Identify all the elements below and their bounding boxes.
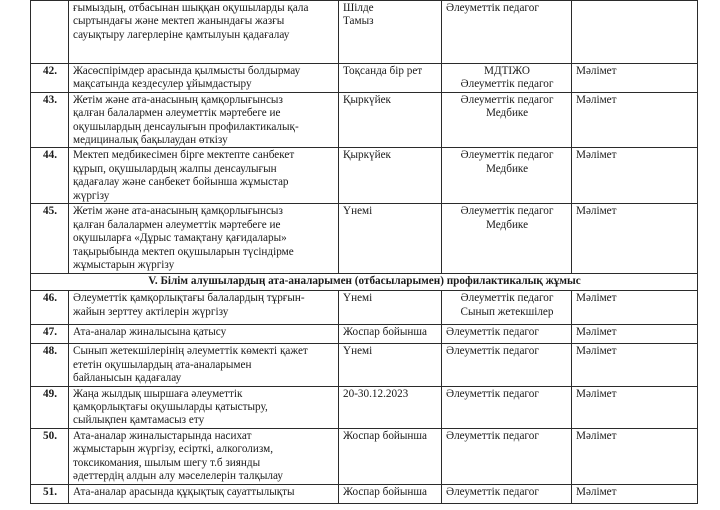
responsible-person	[442, 291, 572, 325]
event-description	[69, 92, 339, 148]
row-number: 43.	[31, 92, 69, 148]
event-description-line: қамқорлықтағы оқушыларды қатыстыру,	[73, 401, 268, 414]
event-description-line: Сынып жетекшілерінің әлеуметтік көмекті қажет	[73, 345, 308, 358]
responsible-person	[442, 1, 572, 64]
plan-table	[30, 0, 698, 504]
event-timing-line: Үнемі	[343, 345, 373, 358]
responsible-person-line: Әлеуметтік педагог	[460, 292, 554, 305]
table-row	[31, 428, 698, 484]
responsible-person-line: Сынып жетекшілер	[460, 305, 554, 318]
table-row	[31, 92, 698, 148]
event-description-line: Жетім және ата-анасының қамқорлығынсыз	[73, 205, 283, 218]
responsible-person	[442, 148, 572, 204]
report-status: Мәлімет	[572, 64, 698, 93]
event-description-line: қалған балалармен әлеуметтік мәртебеге ие	[73, 107, 281, 120]
event-timing	[339, 291, 442, 325]
row-number: 46.	[31, 291, 69, 325]
event-description-line: Жетім және ата-анасының қамқорлығынсыз	[73, 93, 283, 106]
table-row	[31, 386, 698, 428]
event-description-line: Мектеп медбикесімен бірге мектепте санбекет	[73, 149, 295, 162]
event-timing	[339, 204, 442, 274]
event-timing	[339, 344, 442, 386]
responsible-person-line: Әлеуметтік педагог	[446, 345, 539, 358]
table-row	[31, 344, 698, 386]
row-number: 45.	[31, 204, 69, 274]
event-description-line: құрып, оқушылардың жалпы денсаулығын	[73, 162, 277, 175]
event-description	[69, 204, 339, 274]
event-description	[69, 325, 339, 344]
event-description-line: сыйлықпен қамтамасыз ету	[73, 414, 205, 427]
event-description-line: мақсатында кездесулер ұйымдастыру	[73, 78, 252, 91]
event-description-line: Ата-аналар жиналыстарында насихат	[73, 429, 252, 442]
event-timing	[339, 92, 442, 148]
event-description	[69, 344, 339, 386]
event-description	[69, 1, 339, 64]
event-timing	[339, 1, 442, 64]
event-timing	[339, 148, 442, 204]
event-timing-line: 20-30.12.2023	[343, 387, 409, 400]
section-header-row	[31, 274, 698, 291]
event-timing-line: Жоспар бойынша	[343, 429, 427, 442]
event-description-line: ететін оқушылардың ата-аналарымен	[73, 358, 252, 371]
report-status: Мәлімет	[572, 484, 698, 503]
responsible-person	[442, 386, 572, 428]
responsible-person	[442, 92, 572, 148]
responsible-person-line: Әлеуметтік педагог	[446, 2, 539, 14]
table-row	[31, 64, 698, 93]
event-description-line: оқушыларға «Дұрыс тамақтану қағидалары»	[73, 232, 287, 245]
event-description-line: Жаңа жылдық шыршаға әлеуметтік	[73, 387, 243, 400]
responsible-person-line: Әлеуметтік педагог	[460, 93, 554, 106]
responsible-person	[442, 204, 572, 274]
row-number: 47.	[31, 325, 69, 344]
responsible-person-line: Медбике	[485, 218, 529, 231]
responsible-person	[442, 428, 572, 484]
event-description-line: медициналық бақылаудан өткізу	[73, 134, 228, 147]
event-timing-line: Қыркүйек	[343, 149, 391, 162]
event-timing	[339, 386, 442, 428]
event-description-line: жұмыстарын жүргізу	[73, 259, 175, 272]
table-row	[31, 484, 698, 503]
event-description	[69, 148, 339, 204]
report-status: Мәлімет	[572, 291, 698, 325]
report-status: Мәлімет	[572, 325, 698, 344]
section-title: V. Білім алушылардың ата-аналарымен (отбасыларымен) профилактикалық жұмыс	[31, 274, 698, 291]
event-timing-line: Жоспар бойынша	[343, 485, 427, 498]
event-description-line: қадағалау және санбекет бойынша жұмыстар	[73, 176, 289, 189]
event-timing-line: Үнемі	[343, 205, 373, 218]
event-description-line: қалған балалармен әлеуметтік мәртебеге ие	[73, 218, 281, 231]
report-status: Мәлімет	[572, 148, 698, 204]
event-description-line: Ата-аналар жиналысына қатысу	[73, 326, 227, 339]
event-timing-line: Шілде	[343, 2, 374, 14]
responsible-person-line: Әлеуметтік педагог	[446, 429, 539, 442]
event-description-line: жайын зерттеу актілерін жүргізу	[73, 305, 229, 318]
plan-table-body	[31, 1, 698, 504]
responsible-person-line: Медбике	[485, 107, 529, 120]
event-description-line: оқушылардың денсаулығын профилактикалық-	[73, 120, 299, 133]
event-description	[69, 64, 339, 93]
event-description	[69, 386, 339, 428]
event-timing-line: Үнемі	[343, 292, 373, 305]
row-number: 42.	[31, 64, 69, 93]
responsible-person-line: Әлеуметтік педагог	[460, 205, 554, 218]
row-number	[31, 1, 69, 64]
event-timing	[339, 325, 442, 344]
row-number: 51.	[31, 484, 69, 503]
event-timing-line: Тамыз	[343, 15, 374, 28]
responsible-person-line: Әлеуметтік педагог	[460, 149, 554, 162]
report-status: Мәлімет	[572, 344, 698, 386]
table-row	[31, 291, 698, 325]
report-status: Мәлімет	[572, 204, 698, 274]
event-description	[69, 428, 339, 484]
report-status	[572, 1, 698, 64]
event-description-line: тақырыбында мектеп оқушыларын түсіндірме	[73, 245, 294, 258]
row-number: 49.	[31, 386, 69, 428]
event-description	[69, 484, 339, 503]
responsible-person-line: Әлеуметтік педагог	[446, 326, 539, 339]
table-row	[31, 148, 698, 204]
event-timing	[339, 484, 442, 503]
event-description-line: жұмыстарын жүргізу, есірткі, алкоголизм,	[73, 443, 273, 456]
responsible-person	[442, 325, 572, 344]
event-description	[69, 291, 339, 325]
event-timing	[339, 64, 442, 93]
event-timing-line: Жоспар бойынша	[343, 326, 427, 339]
table-row	[31, 325, 698, 344]
responsible-person	[442, 344, 572, 386]
event-description-line: ғымыздың, отбасынан шыққан оқушыларды қала	[73, 2, 309, 14]
responsible-person	[442, 484, 572, 503]
row-number: 50.	[31, 428, 69, 484]
table-row	[31, 204, 698, 274]
event-description-line: сыртындағы және мектеп жанындағы жазғы	[73, 15, 285, 28]
event-description-line: Әлеуметтік қамқорлықтағы балалардың тұрғын-	[73, 292, 305, 305]
report-status: Мәлімет	[572, 386, 698, 428]
event-description-line: токсикомания, шылым шегу т.б зиянды	[73, 456, 261, 469]
row-number: 48.	[31, 344, 69, 386]
event-description-line: сауықтыру лагерлеріне қамтылуын қадағалау	[73, 28, 290, 41]
event-timing-line: Қыркүйек	[343, 93, 391, 106]
responsible-person-line: МДТІЖО	[484, 65, 530, 77]
table-row	[31, 1, 698, 64]
report-status: Мәлімет	[572, 92, 698, 148]
event-timing	[339, 428, 442, 484]
event-description-line: жүргізу	[73, 189, 110, 202]
responsible-person	[442, 64, 572, 93]
event-timing-line: Тоқсанда бір рет	[343, 65, 423, 77]
event-description-line: Жасөспірімдер арасында қылмысты болдырмау	[73, 65, 301, 77]
event-description-line: Ата-аналар арасында құқықтық сауаттылықты	[73, 485, 295, 498]
responsible-person-line: Әлеуметтік педагог	[460, 78, 554, 91]
responsible-person-line: Медбике	[485, 162, 529, 175]
event-description-line: әдеттердің алдын алу мәселелерін талқылау	[73, 470, 283, 483]
responsible-person-line: Әлеуметтік педагог	[446, 387, 539, 400]
row-number: 44.	[31, 148, 69, 204]
event-description-line: байланысын қадағалау	[73, 372, 182, 385]
report-status: Мәлімет	[572, 428, 698, 484]
responsible-person-line: Әлеуметтік педагог	[446, 485, 539, 498]
